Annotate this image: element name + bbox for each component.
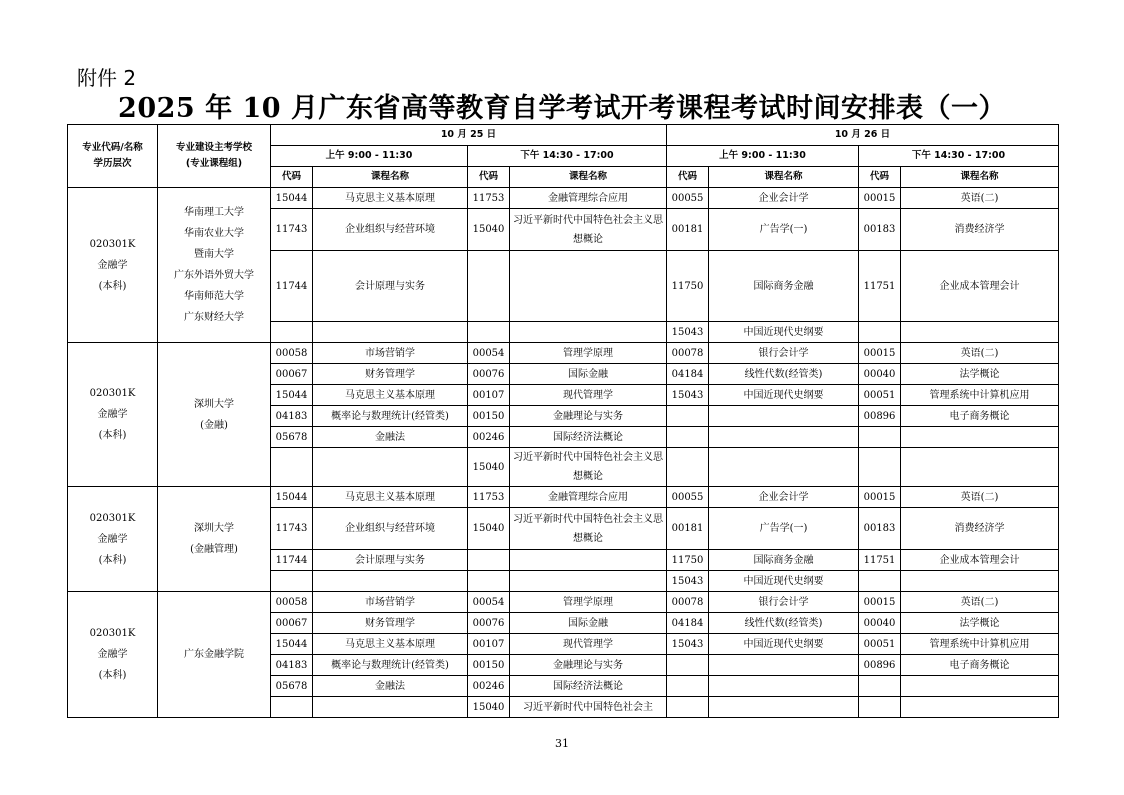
course-name: 企业会计学: [709, 188, 859, 209]
table-row: [68, 487, 1059, 508]
course-name: [709, 448, 859, 487]
course-code: [859, 697, 901, 718]
course-name: 金融法: [313, 427, 468, 448]
course-name: 金融法: [313, 676, 468, 697]
course-code: 15044: [271, 487, 313, 508]
course-name: 银行会计学: [709, 592, 859, 613]
course-code: 00051: [859, 385, 901, 406]
school-name: 深圳大学: [194, 523, 234, 534]
major-line: 020301K: [89, 238, 136, 250]
header-code: 代码: [271, 167, 313, 188]
course-code: 05678: [271, 427, 313, 448]
course-code: 15040: [468, 697, 510, 718]
header-code: 代码: [667, 167, 709, 188]
course-name: [901, 322, 1059, 343]
course-name: 习近平新时代中国特色社会主义思想概论: [510, 508, 667, 550]
course-name: 现代管理学: [510, 634, 667, 655]
school-cell: [158, 592, 271, 718]
course-name: 线性代数(经管类): [709, 364, 859, 385]
course-name: 中国近现代史纲要: [709, 571, 859, 592]
course-name: [901, 676, 1059, 697]
course-code: [859, 571, 901, 592]
major-line: (本科): [98, 554, 127, 566]
course-name: 概率论与数理统计(经管类): [313, 655, 468, 676]
major-line: (本科): [98, 430, 127, 441]
course-code: 15044: [271, 634, 313, 655]
course-name: 国际商务金融: [709, 251, 859, 322]
major-line: 金融学: [97, 259, 128, 271]
exam-schedule-table: [67, 124, 1059, 718]
course-code: [667, 448, 709, 487]
course-code: 11753: [468, 188, 510, 209]
course-name: 法学概论: [901, 613, 1059, 634]
course-code: 00067: [271, 364, 313, 385]
course-code: 00040: [859, 364, 901, 385]
school-cell: [158, 343, 271, 487]
major-line: 金融学: [97, 533, 128, 545]
course-name: 中国近现代史纲要: [709, 322, 859, 343]
course-name: [709, 427, 859, 448]
course-code: 15043: [667, 571, 709, 592]
course-code: 11750: [667, 550, 709, 571]
course-code: 11744: [271, 550, 313, 571]
attachment-label: 附件 2: [77, 66, 137, 90]
header-day2-am: 上午 9:00 - 11:30: [667, 146, 859, 167]
course-name: [709, 697, 859, 718]
table-row: [68, 592, 1059, 613]
course-name: 金融理论与实务: [510, 406, 667, 427]
course-name: 中国近现代史纲要: [709, 385, 859, 406]
course-name: 管理学原理: [510, 592, 667, 613]
school-name: 华南师范大学: [184, 291, 244, 302]
course-code: 11743: [271, 209, 313, 251]
course-name: 中国近现代史纲要: [709, 634, 859, 655]
course-code: 00078: [667, 592, 709, 613]
school-name: 暨南大学: [194, 249, 234, 260]
course-name: 马克思主义基本原理: [313, 188, 468, 209]
course-code: 00107: [468, 634, 510, 655]
course-code: [859, 427, 901, 448]
school-name: 广东外语外贸大学: [174, 270, 254, 281]
course-name: [313, 571, 468, 592]
major-line: 金融学: [97, 409, 128, 420]
school-name: 华南农业大学: [184, 228, 244, 239]
course-code: [859, 676, 901, 697]
course-name: 会计原理与实务: [313, 251, 468, 322]
course-name: 消费经济学: [901, 209, 1059, 251]
course-code: 00015: [859, 343, 901, 364]
major-line: (本科): [98, 670, 127, 681]
course-name: 国际商务金融: [709, 550, 859, 571]
school-name: 华南理工大学: [184, 207, 244, 218]
course-code: [271, 571, 313, 592]
course-code: 15043: [667, 322, 709, 343]
course-code: 15040: [468, 209, 510, 251]
school-name: 深圳大学: [194, 398, 234, 410]
header-day1-am: 上午 9:00 - 11:30: [271, 146, 468, 167]
course-name: 国际经济法概论: [510, 676, 667, 697]
course-name: 现代管理学: [510, 385, 667, 406]
course-code: 11751: [859, 550, 901, 571]
course-code: 04183: [271, 406, 313, 427]
course-code: 00078: [667, 343, 709, 364]
course-code: [859, 448, 901, 487]
header-course: 课程名称: [313, 167, 468, 188]
major-cell: [68, 343, 158, 487]
course-name: [901, 697, 1059, 718]
course-name: 英语(二): [901, 188, 1059, 209]
course-name: 财务管理学: [313, 364, 468, 385]
course-code: 00015: [859, 188, 901, 209]
course-code: 00015: [859, 592, 901, 613]
course-code: [271, 322, 313, 343]
course-name: 财务管理学: [313, 613, 468, 634]
course-code: [468, 550, 510, 571]
course-code: [468, 322, 510, 343]
major-line: (本科): [98, 280, 127, 292]
course-name: 企业组织与经营环境: [313, 508, 468, 550]
course-name: [313, 448, 468, 487]
course-name: 国际经济法概论: [510, 427, 667, 448]
course-name: [901, 571, 1059, 592]
course-name: 线性代数(经管类): [709, 613, 859, 634]
page-number: 31: [555, 737, 569, 750]
course-name: [510, 322, 667, 343]
course-name: 习近平新时代中国特色社会主义思想概论: [510, 448, 667, 487]
course-name: 企业成本管理会计: [901, 550, 1059, 571]
course-name: 会计原理与实务: [313, 550, 468, 571]
course-code: [667, 655, 709, 676]
table-row: [68, 343, 1059, 364]
course-code: 00181: [667, 508, 709, 550]
major-line: 020301K: [89, 628, 136, 639]
header-course: 课程名称: [901, 167, 1059, 188]
table-row: [68, 188, 1059, 209]
course-name: 广告学(一): [709, 508, 859, 550]
course-name: [709, 655, 859, 676]
course-name: 习近平新时代中国特色社会主义思想概论: [510, 209, 667, 251]
major-line: 020301K: [89, 512, 136, 524]
course-code: 00058: [271, 343, 313, 364]
header-school: 专业建设主考学校 (专业课程组): [158, 125, 271, 188]
course-name: 电子商务概论: [901, 406, 1059, 427]
course-name: 金融管理综合应用: [510, 188, 667, 209]
course-code: 11753: [468, 487, 510, 508]
header-code: 代码: [468, 167, 510, 188]
school-name: (金融): [200, 419, 228, 431]
school-cell: [158, 487, 271, 592]
course-name: 习近平新时代中国特色社会主: [510, 697, 667, 718]
major-cell: [68, 188, 158, 343]
course-code: [667, 427, 709, 448]
course-code: 00896: [859, 406, 901, 427]
course-code: [859, 322, 901, 343]
course-name: 企业会计学: [709, 487, 859, 508]
course-name: 马克思主义基本原理: [313, 385, 468, 406]
course-code: 15040: [468, 508, 510, 550]
course-name: [510, 251, 667, 322]
header-course: 课程名称: [709, 167, 859, 188]
course-code: 15044: [271, 385, 313, 406]
course-name: [510, 550, 667, 571]
course-code: 00107: [468, 385, 510, 406]
course-code: 00150: [468, 406, 510, 427]
course-code: 00076: [468, 613, 510, 634]
header-major: 专业代码/名称 学历层次: [68, 125, 158, 188]
course-name: 广告学(一): [709, 209, 859, 251]
course-name: 概率论与数理统计(经管类): [313, 406, 468, 427]
school-name: 广东金融学院: [184, 649, 244, 660]
course-code: 00896: [859, 655, 901, 676]
course-name: 消费经济学: [901, 508, 1059, 550]
course-name: 金融管理综合应用: [510, 487, 667, 508]
course-code: 00076: [468, 364, 510, 385]
course-code: 00067: [271, 613, 313, 634]
page-title: 2025 年 10 月广东省高等教育自学考试开考课程考试时间安排表（一）: [118, 93, 1006, 124]
course-code: [667, 676, 709, 697]
course-code: 11750: [667, 251, 709, 322]
course-code: 04184: [667, 613, 709, 634]
major-line: 020301K: [89, 388, 136, 399]
course-code: [271, 448, 313, 487]
course-name: 英语(二): [901, 592, 1059, 613]
course-code: [468, 571, 510, 592]
course-code: [667, 697, 709, 718]
major-cell: [68, 592, 158, 718]
header-day2-pm: 下午 14:30 - 17:00: [859, 146, 1059, 167]
header-course: 课程名称: [510, 167, 667, 188]
course-code: 04183: [271, 655, 313, 676]
course-code: 11743: [271, 508, 313, 550]
course-name: 英语(二): [901, 487, 1059, 508]
course-name: [313, 697, 468, 718]
course-name: 马克思主义基本原理: [313, 487, 468, 508]
course-name: 国际金融: [510, 613, 667, 634]
course-code: 11751: [859, 251, 901, 322]
course-code: 11744: [271, 251, 313, 322]
course-code: [271, 697, 313, 718]
course-name: 市场营销学: [313, 343, 468, 364]
school-name: (金融管理): [190, 544, 238, 555]
course-code: 05678: [271, 676, 313, 697]
major-line: 金融学: [97, 649, 128, 660]
course-name: 管理系统中计算机应用: [901, 634, 1059, 655]
course-code: 04184: [667, 364, 709, 385]
course-code: 15043: [667, 385, 709, 406]
course-name: 企业组织与经营环境: [313, 209, 468, 251]
course-code: 00051: [859, 634, 901, 655]
course-name: [709, 406, 859, 427]
course-code: [667, 406, 709, 427]
course-code: [468, 251, 510, 322]
course-code: 00055: [667, 487, 709, 508]
course-code: 15043: [667, 634, 709, 655]
school-name: 广东财经大学: [184, 312, 244, 323]
course-code: 00246: [468, 427, 510, 448]
course-code: 15040: [468, 448, 510, 487]
major-cell: [68, 487, 158, 592]
course-code: 00055: [667, 188, 709, 209]
header-day2: 10 月 26 日: [667, 125, 1059, 146]
course-code: 15044: [271, 188, 313, 209]
course-name: 企业成本管理会计: [901, 251, 1059, 322]
course-name: [510, 571, 667, 592]
header-code: 代码: [859, 167, 901, 188]
course-name: 马克思主义基本原理: [313, 634, 468, 655]
course-code: 00015: [859, 487, 901, 508]
course-name: 银行会计学: [709, 343, 859, 364]
course-code: 00054: [468, 592, 510, 613]
course-name: [901, 427, 1059, 448]
course-code: 00183: [859, 508, 901, 550]
school-cell: [158, 188, 271, 343]
course-name: [901, 448, 1059, 487]
course-name: 英语(二): [901, 343, 1059, 364]
header-day1: 10 月 25 日: [271, 125, 667, 146]
course-name: 市场营销学: [313, 592, 468, 613]
course-code: 00040: [859, 613, 901, 634]
course-name: [313, 322, 468, 343]
course-code: 00150: [468, 655, 510, 676]
course-name: 法学概论: [901, 364, 1059, 385]
header-day1-pm: 下午 14:30 - 17:00: [468, 146, 667, 167]
course-code: 00183: [859, 209, 901, 251]
course-name: [709, 676, 859, 697]
course-name: 金融理论与实务: [510, 655, 667, 676]
course-code: 00054: [468, 343, 510, 364]
course-name: 管理学原理: [510, 343, 667, 364]
course-code: 00058: [271, 592, 313, 613]
course-name: 电子商务概论: [901, 655, 1059, 676]
course-name: 国际金融: [510, 364, 667, 385]
course-code: 00181: [667, 209, 709, 251]
course-code: 00246: [468, 676, 510, 697]
course-name: 管理系统中计算机应用: [901, 385, 1059, 406]
